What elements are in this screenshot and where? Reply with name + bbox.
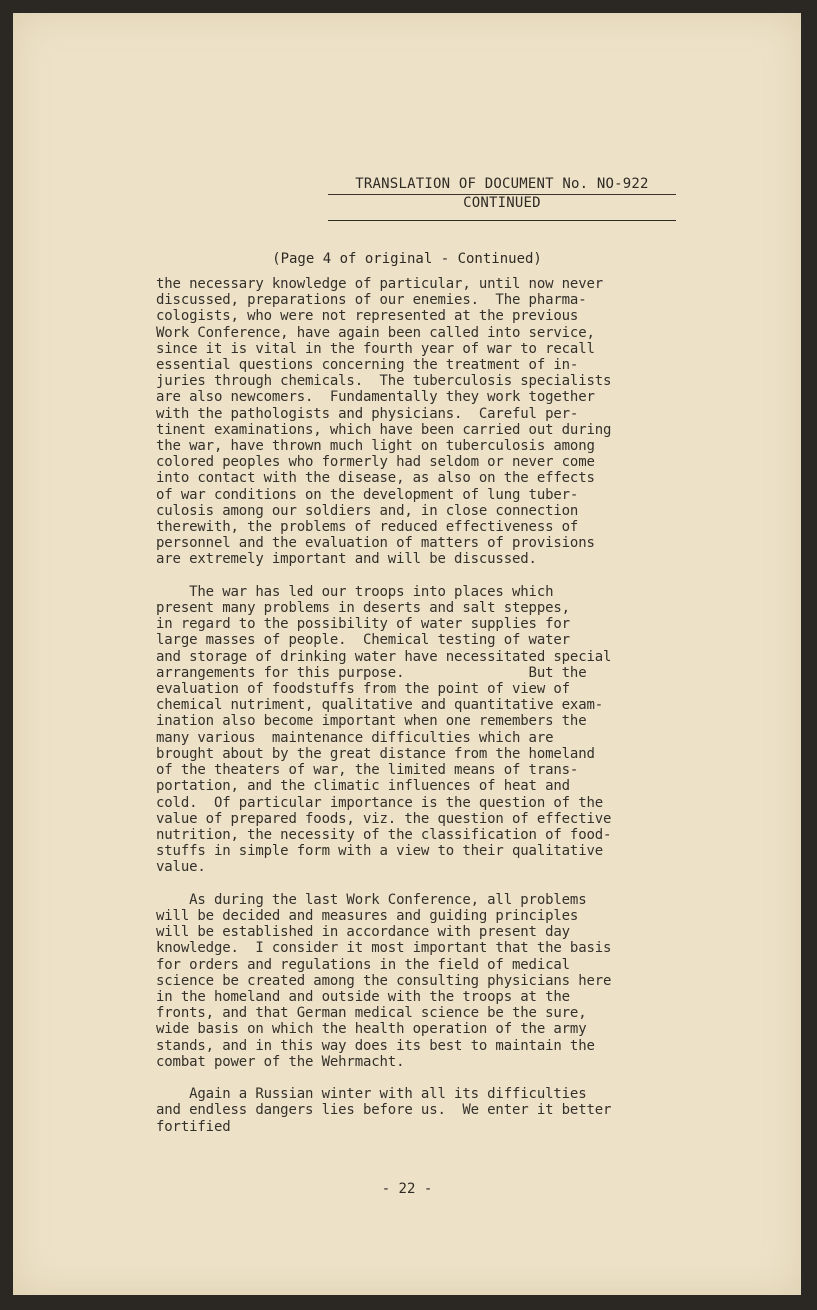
heading-rule bbox=[328, 220, 676, 221]
heading-title: TRANSLATION OF DOCUMENT No. NO-922 bbox=[328, 176, 676, 195]
page-subheading: (Page 4 of original - Continued) bbox=[272, 251, 542, 267]
document-page bbox=[13, 13, 801, 1295]
page-number: - 22 - bbox=[381, 1181, 433, 1197]
body-text: the necessary knowledge of particular, until now never discussed, preparations of our enemies. The pharma- cologists, who were not represented at the previous Work Conference, have again been called into service, since it is vital in the fourth year of war to recall essential questions concerning the treatment of in- juries through chemicals. The tuberculosis specialists are also newcomers. Fundamentally they work together with the pathologists and physicians. Careful per- tinent examinations, which have been carried out during the war, have thrown much light on tuberculosis among colored peoples who formerly had seldom or never come into contact with the disease, as also on the effects of war conditions on the development of lung tuber- culosis among our soldiers and, in close connection therewith, the problems of reduced effectiveness of personnel and the evaluation of matters of provisions are extremely important and will be discussed. The war has led our troops into places which present many problems in deserts and salt steppes, in regard to the possibility of water supplies for large masses of people. Chemical testing of water and storage of drinking water have necessitated special arrangements for this purpose. But the evaluation of foodstuffs from the point of view of chemical nutriment, qualitative and quantitative exam- ination also become important when one remembers the many various maintenance difficulties which are brought about by the great distance from the homeland of the theaters of war, the limited means of trans- portation, and the climatic influences of heat and cold. Of particular importance is the question of the value of prepared foods, viz. the question of effective nutrition, the necessity of the classification of food- stuffs in simple form with a view to their qualitative value. As during the last Work Conference, all problems will be decided and measures and guiding principles will be established in accordance with present day knowledge. I consider it most important that the basis for orders and regulations in the field of medical science be created among the consulting physicians here in the homeland and outside with the troops at the fronts, and that German medical science be the sure, wide basis on which the health operation of the army stands, and in this way does its best to maintain the combat power of the Wehrmacht. Again a Russian winter with all its difficulties and endless dangers lies before us. We enter it better fortified bbox=[156, 276, 612, 1135]
document-heading bbox=[328, 176, 676, 212]
heading-continued: CONTINUED bbox=[463, 195, 541, 211]
